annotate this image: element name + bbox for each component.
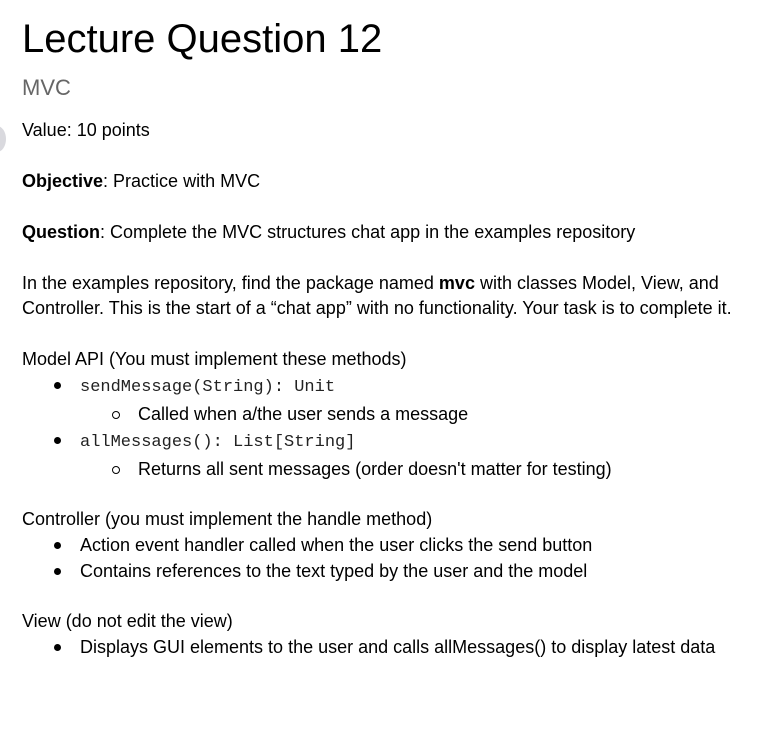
value-line: Value: 10 points — [22, 120, 150, 140]
question-line — [22, 220, 762, 245]
intro-before: In the examples repository, find the package named — [22, 273, 439, 293]
objective-text: : Practice with MVC — [103, 171, 261, 191]
model-method-item — [22, 372, 762, 401]
objective-label: Objective — [22, 171, 104, 191]
intro-paragraph — [22, 271, 752, 321]
model-api-list — [22, 372, 762, 482]
view-heading: View (do not edit the view) — [22, 611, 233, 631]
view-list — [22, 634, 762, 660]
model-method-detail: Returns all sent messages (order doesn't matter for testing) — [22, 456, 762, 482]
model-method-signature: allMessages(): List[String] — [80, 433, 356, 452]
model-method-item — [22, 427, 762, 456]
controller-item: Contains references to the text typed by the user and the model — [22, 558, 762, 584]
page-title: Lecture Question 12 — [22, 17, 383, 61]
view-item-text: Displays GUI elements to the user and calls allMessages() to display latest data — [80, 637, 716, 657]
intro-after: with classes Model, View, and Controller. This is the start of a “chat app” with no functionality. Your task is to complete it. — [22, 273, 732, 318]
question-label: Question — [22, 222, 101, 242]
model-method-detail: Called when a/the user sends a message — [22, 401, 762, 427]
controller-list — [22, 532, 762, 584]
controller-heading: Controller (you must implement the handle method) — [22, 509, 433, 529]
intro-package-name: mvc — [438, 273, 475, 293]
view-item — [22, 634, 762, 660]
page-subtitle: MVC — [22, 75, 71, 100]
question-text: : Complete the MVC structures chat app in the examples repository — [100, 222, 636, 242]
model-method-signature: sendMessage(String): Unit — [80, 378, 336, 397]
document-body — [22, 14, 762, 660]
side-marker — [0, 126, 6, 152]
controller-item: Action event handler called when the user clicks the send button — [22, 532, 762, 558]
objective-line — [22, 169, 762, 194]
model-heading: Model API (You must implement these methods) — [22, 349, 407, 369]
